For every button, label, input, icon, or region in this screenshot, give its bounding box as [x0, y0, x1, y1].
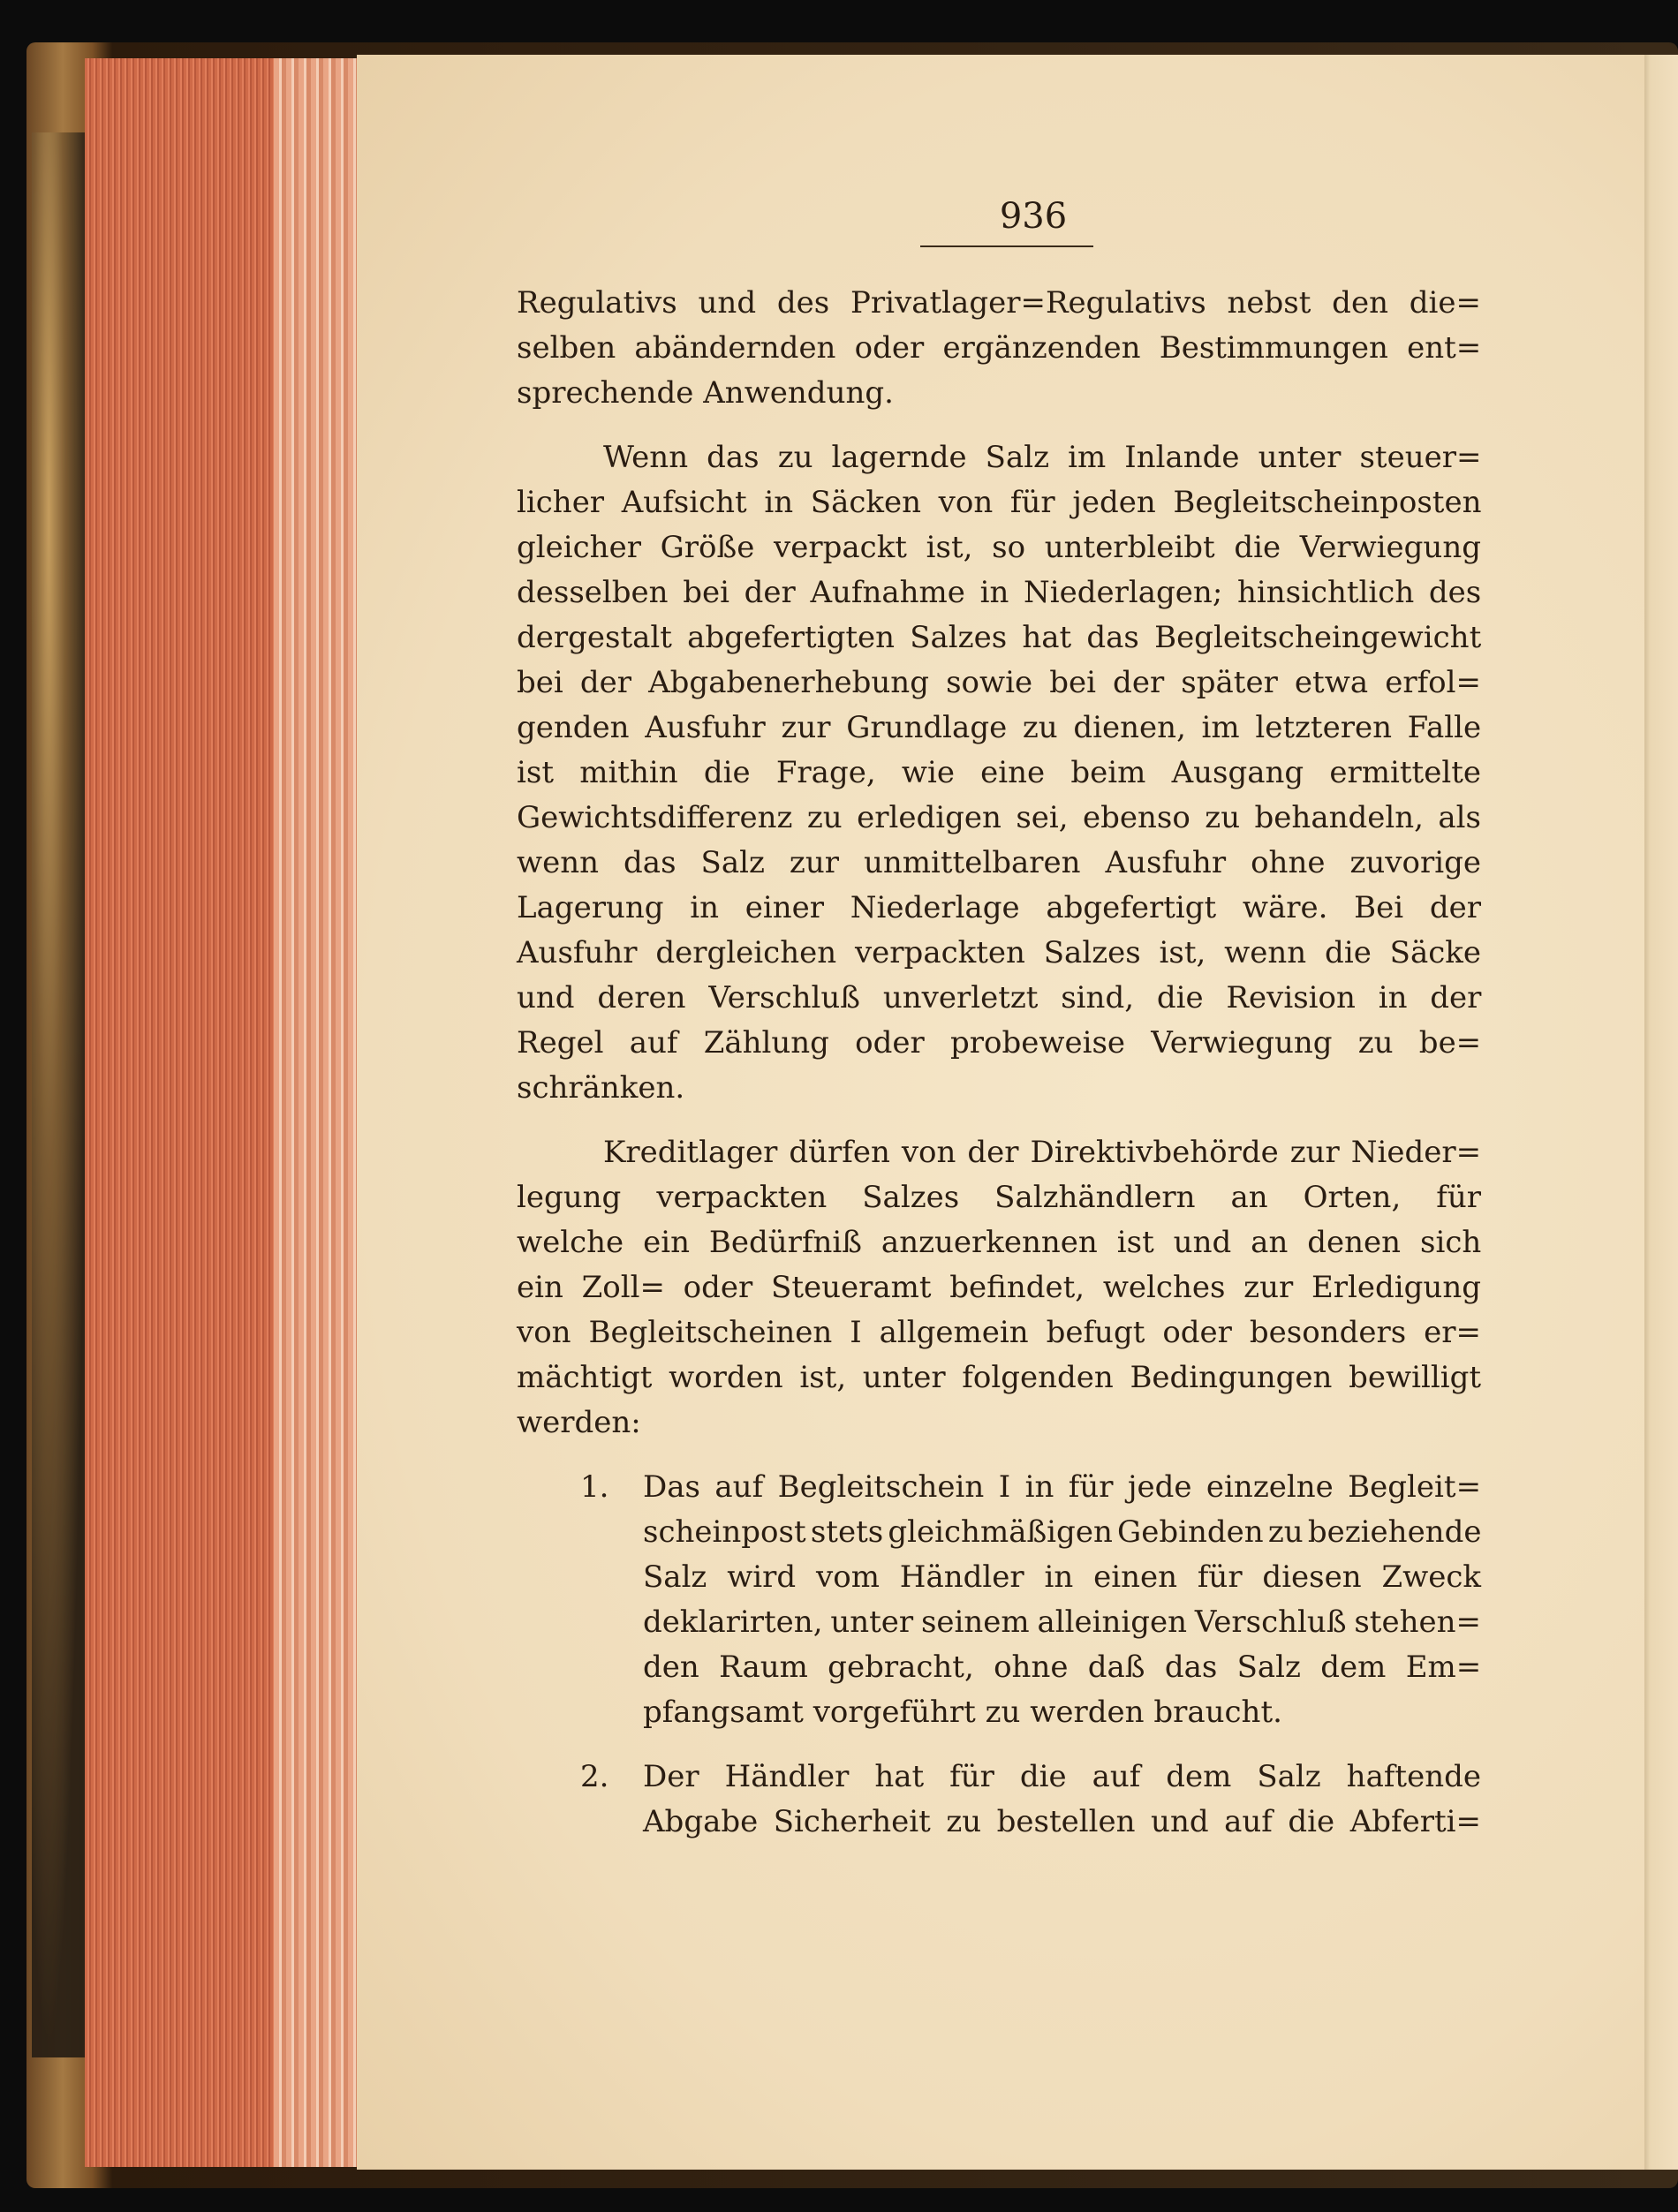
paragraph-3	[517, 1130, 1481, 1446]
list-item-2	[517, 1755, 1481, 1845]
paragraph-1	[517, 281, 1481, 416]
text-line: Regulativs und des Privatlager=Regulativs nebst den die=	[517, 285, 1482, 321]
text-line: scheinpost stets gleichmäßigen Gebinden zu beziehende	[643, 1514, 1482, 1550]
text-line: dergestalt abgefertigten Salzes hat das Begleitscheingewicht	[517, 620, 1482, 655]
text-line: deklarirten, unter seinem alleinigen Verschluß stehen=	[643, 1604, 1481, 1640]
list-item-number: 1.	[580, 1469, 609, 1505]
text-line: welche ein Bedürfniß anzuerkennen ist und an denen sich	[517, 1225, 1482, 1260]
text-line: legung verpackten Salzes Salzhändlern an Orten, für	[517, 1180, 1481, 1215]
page-number: 936	[999, 196, 1068, 237]
text-line: Ausfuhr dergleichen verpackten Salzes ist, wenn die Säcke	[517, 935, 1481, 970]
text-line: Wenn das zu lagernde Salz im Inlande unter steuer=	[603, 440, 1482, 475]
text-line: Das auf Begleitschein I in für jede einzelne Begleit=	[643, 1469, 1482, 1505]
text-line: Kreditlager dürfen von der Direktivbehörde zur Nieder=	[603, 1135, 1482, 1170]
text-line: Salz wird vom Händler in einen für diesen Zweck	[643, 1559, 1481, 1595]
text-line: pfangsamt vorgeführt zu werden braucht.	[643, 1695, 1282, 1730]
text-line: ist mithin die Frage, wie eine beim Ausgang ermittelte	[517, 755, 1481, 790]
text-line: Gewichtsdifferenz zu erledigen sei, ebenso zu behandeln, als	[517, 800, 1481, 835]
page-edges-light	[274, 58, 359, 2167]
text-line: ein Zoll= oder Steueramt befindet, welches zur Erledigung	[517, 1270, 1481, 1305]
text-line: Regel auf Zählung oder probeweise Verwiegung zu be=	[517, 1025, 1482, 1061]
text-line: genden Ausfuhr zur Grundlage zu dienen, im letzteren Falle	[517, 710, 1482, 745]
text-line: Lagerung in einer Niederlage abgefertigt wäre. Bei der	[517, 890, 1481, 925]
text-line: desselben bei der Aufnahme in Niederlagen; hinsichtlich des	[517, 575, 1482, 610]
marbled-cover-edge	[32, 132, 88, 2057]
text-line: gleicher Größe verpackt ist, so unterbleibt die Verwiegung	[517, 530, 1481, 565]
text-line: Der Händler hat für die auf dem Salz haftende	[643, 1759, 1481, 1794]
text-line: bei der Abgabenerhebung sowie bei der später etwa erfol=	[517, 665, 1481, 700]
text-line: den Raum gebracht, ohne daß das Salz dem Em=	[643, 1650, 1482, 1685]
text-line: licher Aufsicht in Säcken von für jeden Begleitscheinposten	[517, 485, 1482, 520]
text-line: selben abändernden oder ergänzenden Bestimmungen ent=	[517, 330, 1482, 366]
text-line: schränken.	[517, 1070, 685, 1106]
text-line: sprechende Anwendung.	[517, 375, 894, 411]
text-line: Abgabe Sicherheit zu bestellen und auf die Abferti=	[643, 1804, 1481, 1839]
text-line: wenn das Salz zur unmittelbaren Ausfuhr ohne zuvorige	[517, 845, 1481, 880]
text-line: und deren Verschluß unverletzt sind, die Revision in der	[517, 980, 1482, 1015]
text-line: von Begleitscheinen I allgemein befugt oder besonders er=	[517, 1315, 1481, 1350]
text-line: mächtigt worden ist, unter folgenden Bedingungen bewilligt	[517, 1360, 1481, 1395]
page-number-rule	[920, 245, 1093, 247]
text-line: werden:	[517, 1405, 641, 1440]
list-item-number: 2.	[580, 1759, 609, 1794]
paragraph-2	[517, 435, 1481, 1111]
page-body	[517, 281, 1481, 1845]
list-item-1	[517, 1465, 1481, 1735]
